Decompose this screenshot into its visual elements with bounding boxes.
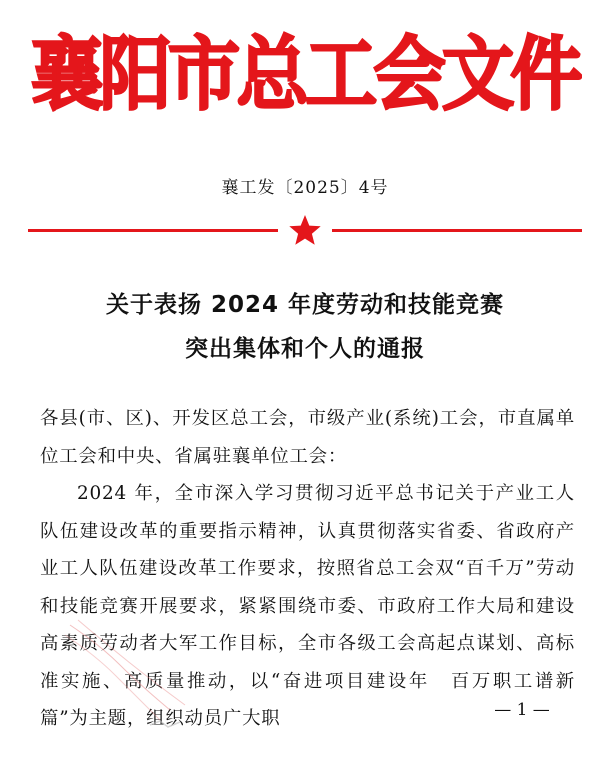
page-number: — 1 — xyxy=(494,700,550,720)
notice-title-line2: 突出集体和个人的通报 xyxy=(185,336,425,362)
red-rule-left xyxy=(28,229,278,232)
red-rule-right xyxy=(332,229,582,232)
red-star-icon xyxy=(289,215,320,245)
red-divider xyxy=(28,212,582,256)
body-paragraph: 2024 年，全市深入学习贯彻习近平总书记关于产业工人队伍建设改革的重要指示精神，认真贯彻落实省委、省政府产业工人队伍建设改革工作要求，按照省总工会双“百千万”劳动和技能竞赛开展要求，紧紧围绕市委、市政府工作大局和建设高素质劳动者大军工作目标，全市各级工会高起点谋划、高标准实施、高质量推动，以“奋进项目建设年 百万职工谱新篇”为主题，组织动员广大职 xyxy=(40,483,575,729)
notice-title-line1: 关于表扬 2024 年度劳动和技能竞赛 xyxy=(105,292,505,318)
agency-title: 襄阳市总工会文件 xyxy=(31,28,582,120)
faint-seal-mark xyxy=(60,615,210,735)
recipients-paragraph: 各县(市、区)、开发区总工会，市级产业(系统)工会，市直属单位工会和中央、省属驻襄单位工会： xyxy=(40,408,575,467)
masthead xyxy=(28,10,582,120)
masthead-title-svg xyxy=(28,10,582,120)
document-number: 襄工发〔2025〕4号 xyxy=(221,178,389,198)
